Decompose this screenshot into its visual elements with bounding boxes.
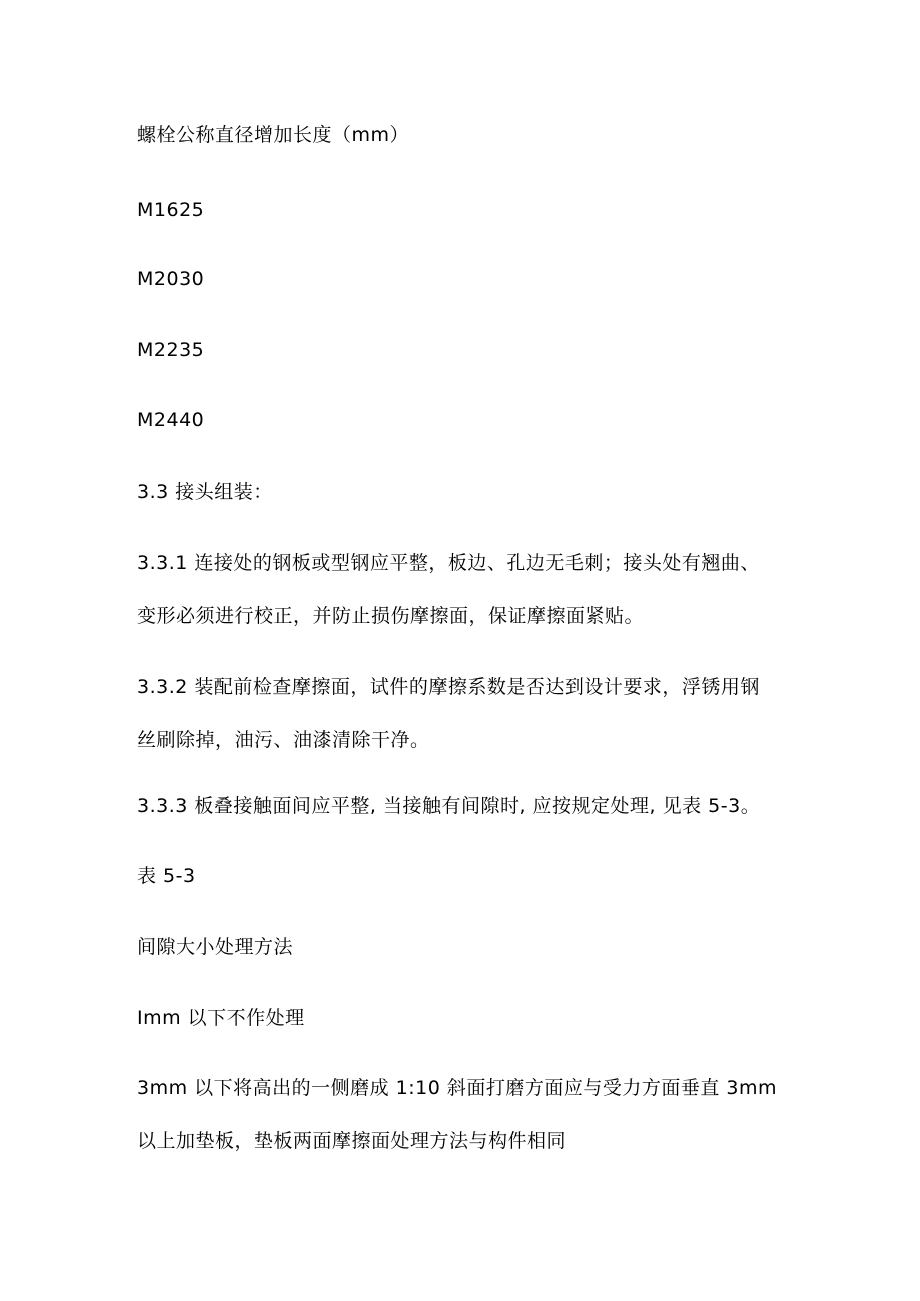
- table-row-3mm-line-1: 3mm 以下将高出的一侧磨成 1:10 斜面打磨方面应与受力方面垂直 3mm: [137, 1077, 778, 1099]
- paragraph-3-3-2: [137, 673, 760, 754]
- bolt-row-m24: M2440: [137, 409, 205, 431]
- paragraph-3-3-2-line-1: 3.3.2 装配前检查摩擦面，试件的摩擦系数是否达到设计要求，浮锈用钢: [137, 676, 760, 698]
- bolt-row-m20: M2030: [137, 268, 205, 290]
- table-row-3mm-line-2: 以上加垫板，垫板两面摩擦面处理方法与构件相同: [137, 1130, 567, 1152]
- paragraph-3-3-1-line-2: 变形必须进行校正，并防止损伤摩擦面，保证摩擦面紧贴。: [137, 605, 645, 627]
- bolt-row-m22: M2235: [137, 339, 205, 361]
- paragraph-3-3-3: 3.3.3 板叠接触面间应平整, 当接触有间隙时, 应按规定处理, 见表 5-3。: [137, 795, 761, 817]
- table-row-3mm: [137, 1074, 777, 1155]
- table-label: 表 5-3: [137, 865, 196, 887]
- section-heading-3-3: 3.3 接头组装：: [137, 481, 273, 503]
- table-header: 间隙大小处理方法: [137, 936, 294, 958]
- table-row-1mm: Imm 以下不作处理: [137, 1007, 305, 1029]
- paragraph-3-3-2-line-2: 丝刷除掉，油污、油漆清除干净。: [137, 729, 430, 751]
- paragraph-3-3-1: [137, 549, 760, 630]
- bolt-table-heading: 螺栓公称直径增加长度（mm）: [137, 124, 410, 146]
- paragraph-3-3-1-line-1: 3.3.1 连接处的钢板或型钢应平整，板边、孔边无毛刺；接头处有翘曲、: [137, 552, 760, 574]
- bolt-row-m16: M1625: [137, 199, 205, 221]
